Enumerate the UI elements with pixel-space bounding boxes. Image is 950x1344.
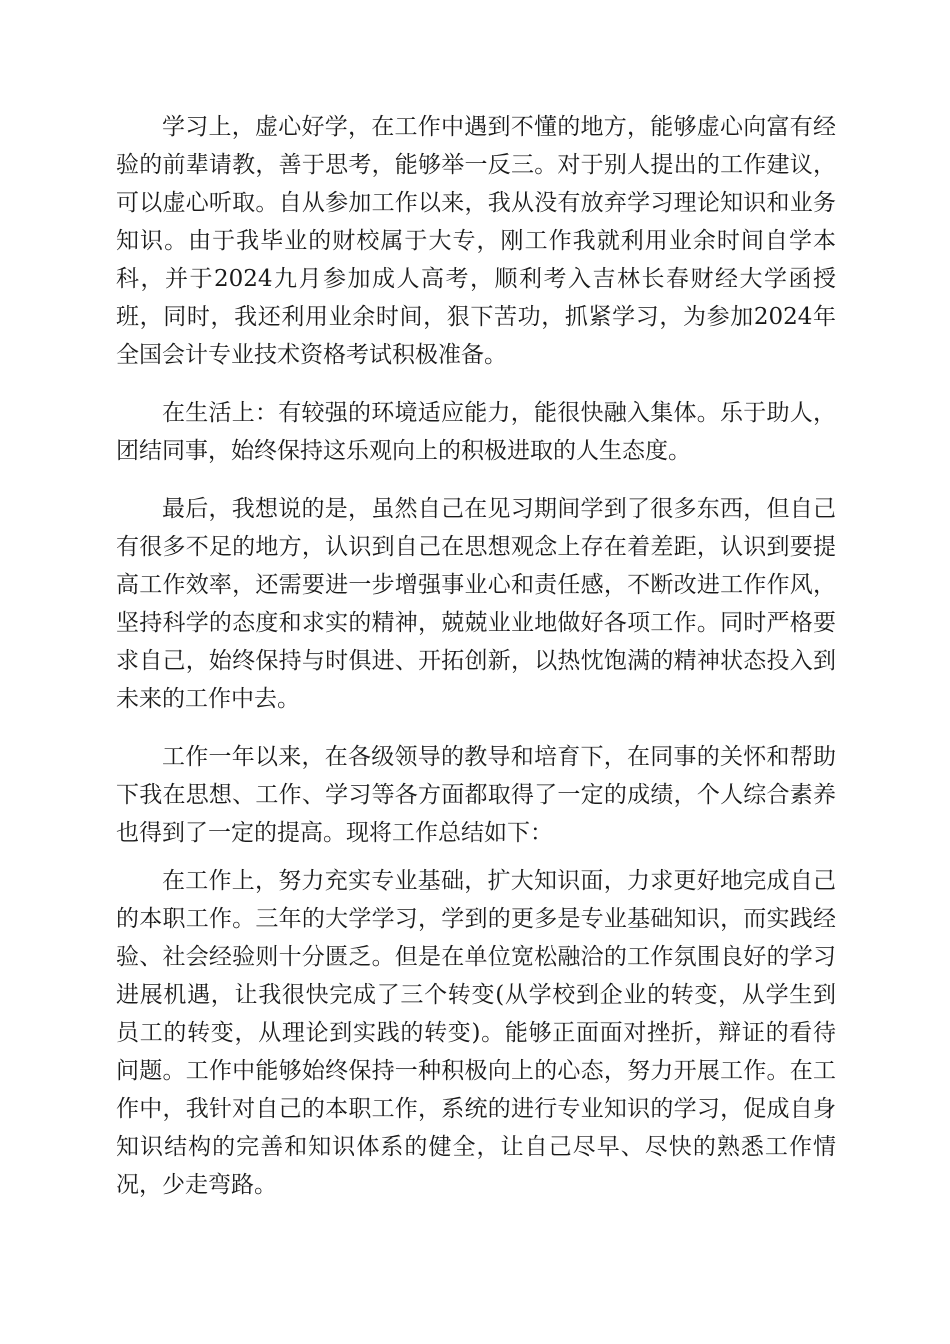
paragraph-work: 在工作上，努力充实专业基础，扩大知识面，力求更好地完成自己的本职工作。三年的大学学习，学到的更多是专业基础知识，而实践经验、社会经验则十分匮乏。但是在单位宽松融洽的工作氛围良好的学习进展机遇，让我很快完成了三个转变(从学校到企业的转变，从学生到员工的转变，从理论到实践的转变)。能够正面面对挫折，辩证的看待问题。工作中能够始终保持一种积极向上的心态，努力开展工作。在工作中，我针对自己的本职工作，系统的进行专业知识的学习，促成自身知识结构的完善和知识体系的健全，让自己尽早、尽快的熟悉工作情况，少走弯路。 xyxy=(116,868,836,1198)
paragraph-life: 在生活上：有较强的环境适应能力，能很快融入集体。乐于助人，团结同事，始终保持这乐观向上的积极进取的人生态度。 xyxy=(116,400,836,464)
document-body xyxy=(116,108,836,1204)
paragraph-summary-intro: 工作一年以来，在各级领导的教导和培育下，在同事的关怀和帮助下我在思想、工作、学习等各方面都取得了一定的成绩，个人综合素养也得到了一定的提高。现将工作总结如下： xyxy=(116,744,836,846)
paragraph-conclusion: 最后，我想说的是，虽然自己在见习期间学到了很多东西，但自己有很多不足的地方，认识到自己在思想观念上存在着差距，认识到要提高工作效率，还需要进一步增强事业心和责任感，不断改进工作作风，坚持科学的态度和求实的精神，兢兢业业地做好各项工作。同时严格要求自己，始终保持与时俱进、开拓创新，以热忱饱满的精神状态投入到未来的工作中去。 xyxy=(116,496,836,712)
paragraph-study: 学习上，虚心好学，在工作中遇到不懂的地方，能够虚心向富有经验的前辈请教，善于思考，能够举一反三。对于别人提出的工作建议，可以虚心听取。自从参加工作以来，我从没有放弃学习理论知识和业务知识。由于我毕业的财校属于大专，刚工作我就利用业余时间自学本科，并于2024九月参加成人高考，顺利考入吉林长春财经大学函授班，同时，我还利用业余时间，狠下苦功，抓紧学习，为参加2024年全国会计专业技术资格考试积极准备。 xyxy=(116,114,836,368)
